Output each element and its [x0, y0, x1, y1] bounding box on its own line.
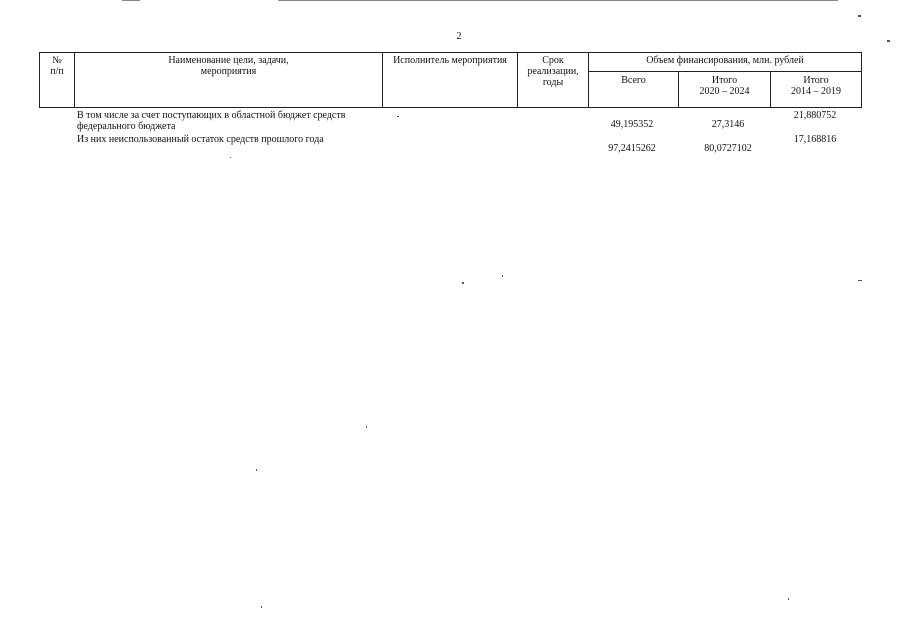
table-row	[0, 110, 905, 134]
row-value-total: 97,2415262	[608, 143, 656, 154]
scan-artifact-top	[122, 0, 140, 1]
scan-speck	[887, 40, 890, 42]
scan-speck	[261, 606, 262, 608]
scan-speck	[502, 275, 503, 277]
column-header-number: № п/п	[40, 53, 75, 108]
row-value-total-2020-2024: 27,3146	[711, 119, 745, 130]
scan-speck	[230, 157, 231, 158]
column-header-total-2014-2019: Итого 2014 – 2019	[771, 72, 862, 108]
row-label: В том числе за счет поступающих в областной бюджет средств федерального бюджета	[77, 110, 346, 132]
scan-speck	[397, 116, 399, 117]
row-value-total-2014-2019: 21,880752	[793, 110, 837, 121]
scan-speck	[256, 469, 257, 471]
row-value-total-2014-2019: 17,168816	[793, 134, 837, 145]
funding-table-header	[39, 52, 862, 108]
scan-artifact-top	[278, 0, 838, 1]
column-header-total-2020-2024: Итого 2020 – 2024	[679, 72, 771, 108]
column-header-funding-group: Объем финансирования, млн. рублей	[589, 53, 862, 72]
scan-speck	[462, 282, 464, 284]
row-value-total: 49,195352	[610, 119, 654, 130]
row-value-total-2020-2024: 80,0727102	[704, 143, 752, 154]
scan-speck	[366, 426, 367, 428]
column-header-period: Срок реализации, годы	[518, 53, 589, 108]
row-label: Из них неиспользованный остаток средств прошлого года	[77, 134, 324, 145]
scan-speck	[858, 280, 862, 281]
column-header-name: Наименование цели, задачи, мероприятия	[75, 53, 383, 108]
page-number: 2	[456, 31, 462, 42]
column-header-executor: Исполнитель мероприятия	[383, 53, 518, 108]
scan-speck	[788, 598, 789, 600]
table-row	[0, 134, 905, 158]
column-header-total: Всего	[589, 72, 679, 108]
scan-speck	[858, 15, 861, 17]
